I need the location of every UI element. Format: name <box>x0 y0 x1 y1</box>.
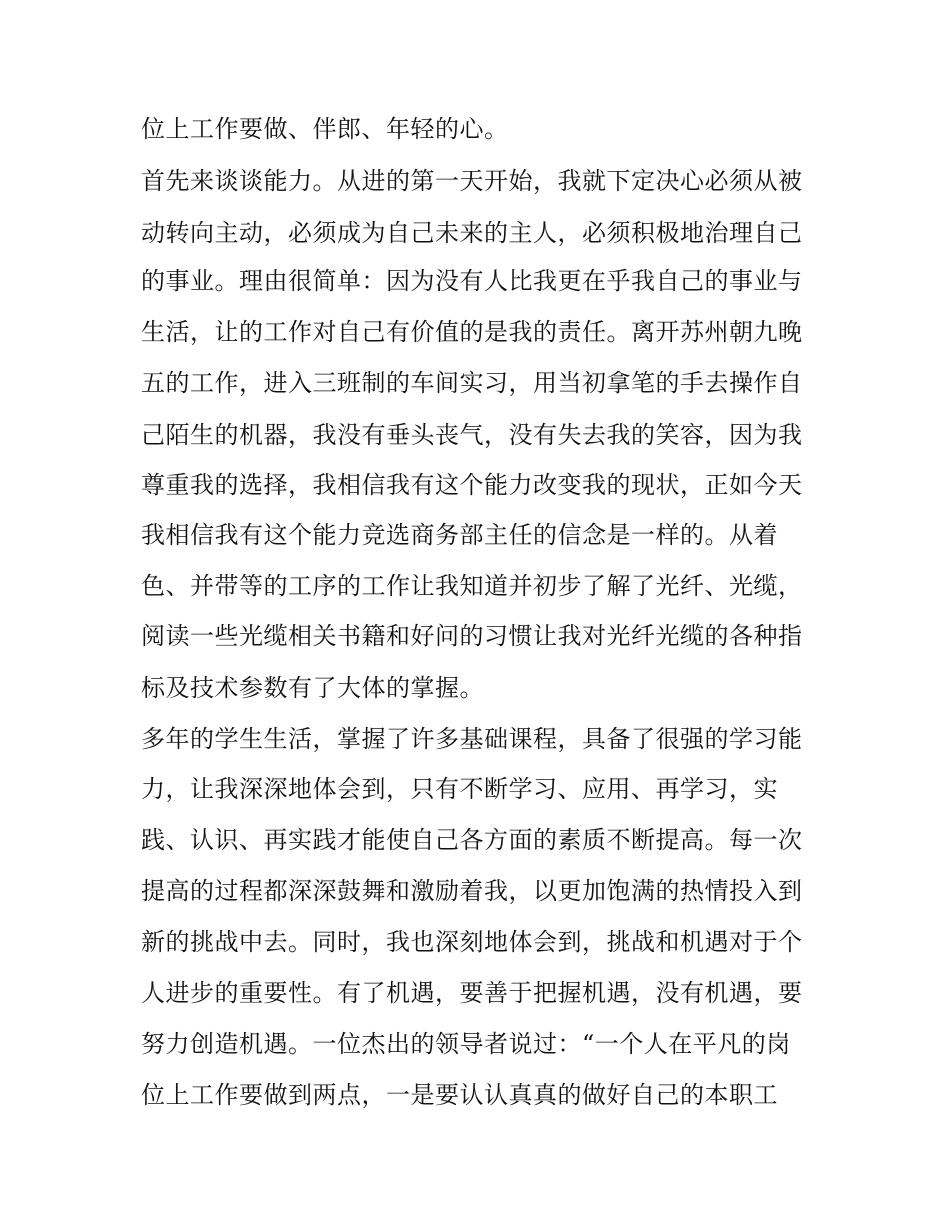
text-line: 践、认识、再实践才能使自己各方面的素质不断提高。每一次 <box>141 826 803 854</box>
text-line: 阅读一些光缆相关书籍和好问的习惯让我对光纤光缆的各种指 <box>141 622 803 650</box>
text-line: 尊重我的选择，我相信我有这个能力改变我的现状，正如今天 <box>141 471 803 499</box>
text-line: 我相信我有这个能力竞选商务部主任的信念是一样的。从着 <box>141 521 778 549</box>
text-line: 五的工作，进入三班制的车间实习，用当初拿笔的手去操作自 <box>141 369 803 397</box>
text-line: 努力创造机遇。一位杰出的领导者说过：“一个人在平凡的岗 <box>141 1030 791 1058</box>
text-line: 的事业。理由很简单：因为没有人比我更在乎我自己的事业与 <box>141 267 803 295</box>
text-line: 力，让我深深地体会到，只有不断学习、应用、再学习，实 <box>141 775 778 803</box>
text-line: 新的挑战中去。同时，我也深刻地体会到，挑战和机遇对于个 <box>141 928 803 956</box>
text-line: 动转向主动，必须成为自己未来的主人，必须积极地治理自己 <box>141 219 803 247</box>
text-line: 标及技术参数有了大体的掌握。 <box>141 674 484 702</box>
text-line: 己陌生的机器，我没有垂头丧气，没有失去我的笑容，因为我 <box>141 421 803 449</box>
text-line: 人进步的重要性。有了机遇，要善于把握机遇，没有机遇，要 <box>141 979 803 1007</box>
text-line: 提高的过程都深深鼓舞和激励着我，以更加饱满的热情投入到 <box>141 877 803 905</box>
text-line: 位上工作要做、伴郎、年轻的心。 <box>141 115 509 143</box>
text-line: 位上工作要做到两点，一是要认认真真的做好自己的本职工 <box>141 1081 778 1109</box>
text-line: 首先来谈谈能力。从进的第一天开始，我就下定决心必须从被 <box>141 167 803 195</box>
text-line: 生活，让的工作对自己有价值的是我的责任。离开苏州朝九晚 <box>141 318 803 346</box>
text-line: 多年的学生生活，掌握了许多基础课程，具备了很强的学习能 <box>141 725 803 753</box>
text-line: 色、并带等的工序的工作让我知道并初步了解了光纤、光缆， <box>141 572 803 600</box>
